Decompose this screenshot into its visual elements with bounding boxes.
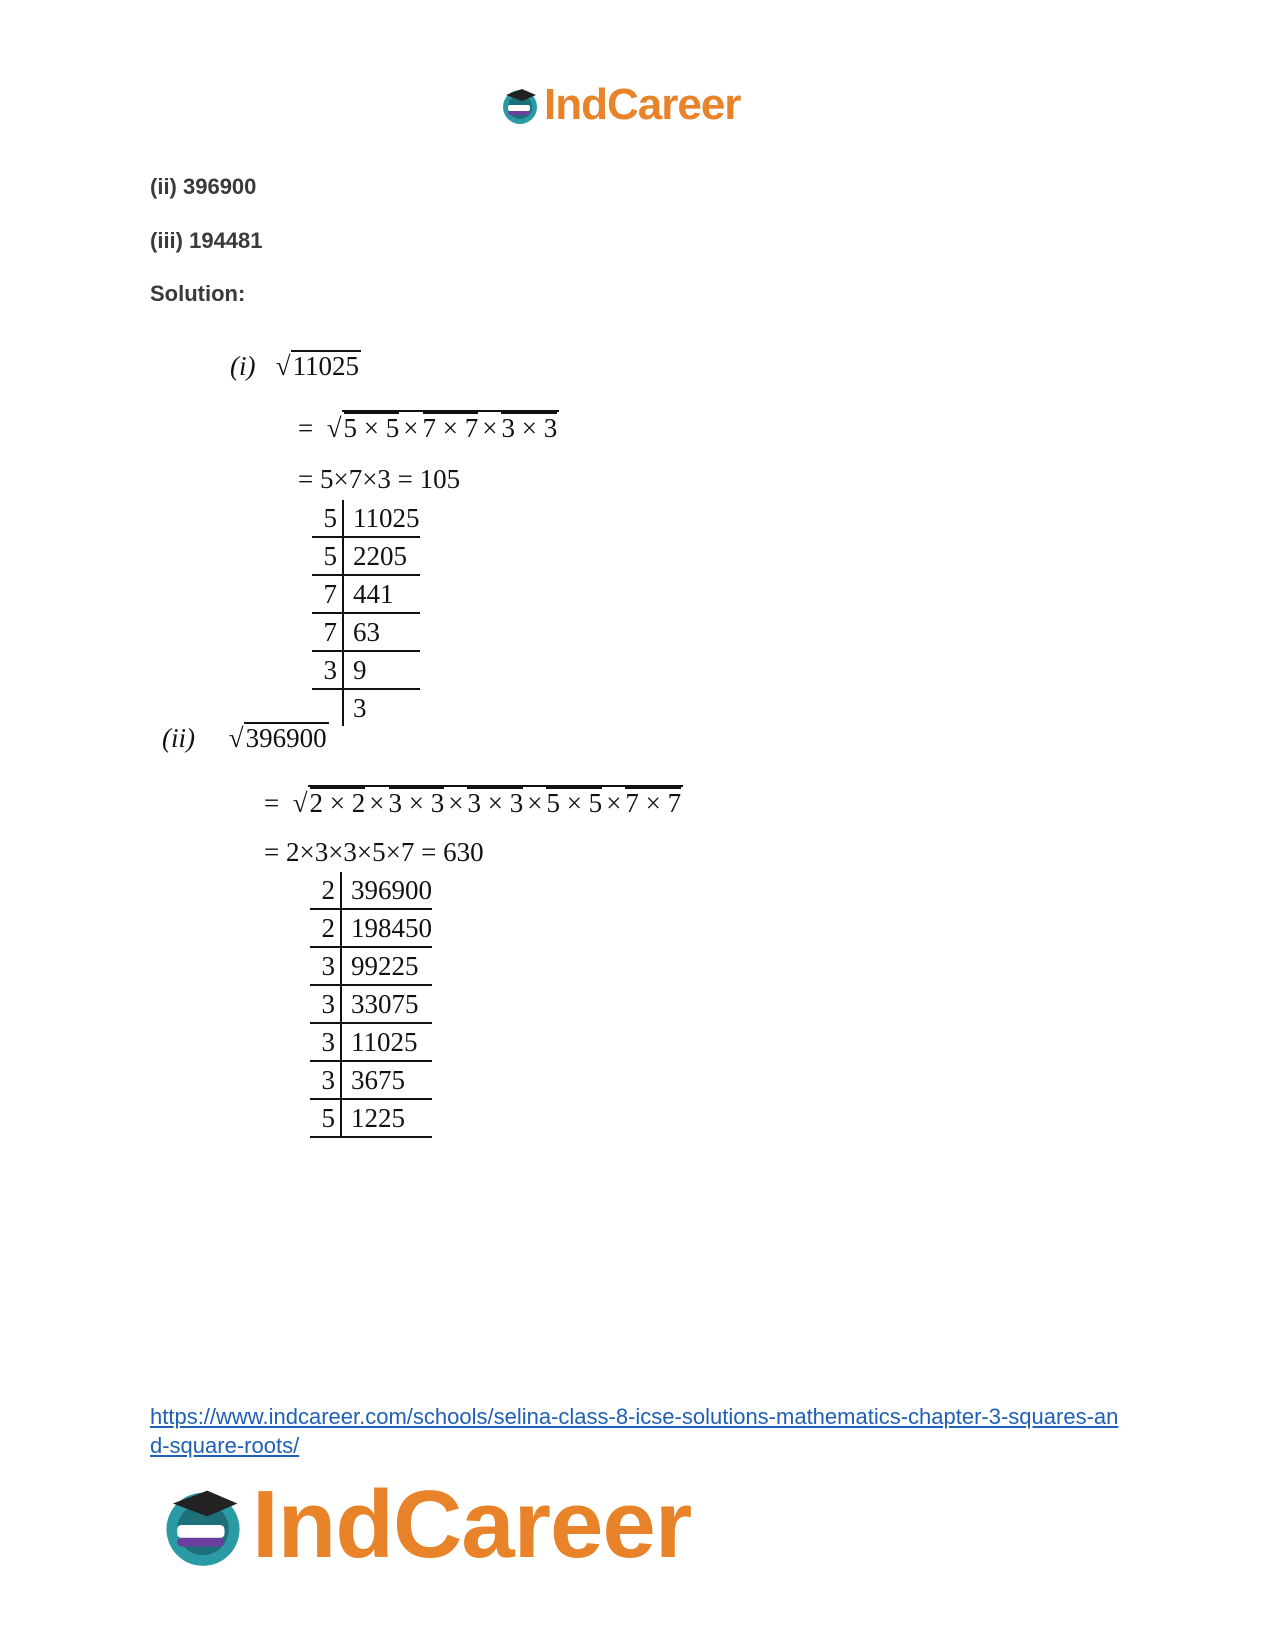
part-ii-heading: (ii) √396900 xyxy=(162,723,327,753)
logo-text: IndCareer xyxy=(252,1471,692,1578)
logo-text: IndCareer xyxy=(544,80,741,129)
division-row: 5 2205 xyxy=(312,538,420,576)
factor-pair: 3 × 3 xyxy=(388,788,445,818)
graduation-globe-icon xyxy=(160,1482,246,1568)
part-i-heading: (i) √11025 xyxy=(230,351,360,381)
factor-pair: 5 × 5 xyxy=(343,413,400,443)
factor-pair: 3 × 3 xyxy=(501,413,558,443)
factor-pair: 2 × 2 xyxy=(309,788,366,818)
part-i-result: = 5×7×3 = 105 xyxy=(298,464,461,494)
division-row: 3 9 xyxy=(312,652,420,690)
part-i-division-table xyxy=(312,500,420,726)
graduation-globe-icon xyxy=(500,85,540,125)
part-ii-division-table xyxy=(310,872,432,1138)
division-row: 7 441 xyxy=(312,576,420,614)
division-row: 7 63 xyxy=(312,614,420,652)
factor-pair: 7 × 7 xyxy=(625,788,682,818)
division-row: 3 33075 xyxy=(310,986,432,1024)
division-row: 2 198450 xyxy=(310,910,432,948)
factor-pair: 7 × 7 xyxy=(422,413,479,443)
question-iii: (iii) 194481 xyxy=(150,228,263,253)
question-ii: (ii) 396900 xyxy=(150,174,257,199)
part-ii-label: (ii) xyxy=(162,723,195,753)
header-logo xyxy=(500,80,740,130)
division-row: 2 396900 xyxy=(310,872,432,910)
part-ii-radicand: 396900 xyxy=(245,723,327,753)
solution-label: Solution: xyxy=(150,281,246,306)
division-row: 5 1225 xyxy=(310,1100,432,1138)
division-row: 3 xyxy=(312,690,420,726)
footer-logo xyxy=(160,1470,691,1580)
division-row: 3 11025 xyxy=(310,1024,432,1062)
part-i-radicand: 11025 xyxy=(292,351,360,381)
part-i-expansion-radicand: 5 × 5 × 7 × 7 × 3 × 3 xyxy=(342,410,560,442)
factor-pair: 5 × 5 xyxy=(546,788,603,818)
division-row: 3 3675 xyxy=(310,1062,432,1100)
part-ii-expansion: = √2 × 2 × 3 × 3 × 3 × 3 × 5 × 5 × 7 × 7 xyxy=(264,785,683,819)
part-i-label: (i) xyxy=(230,351,256,381)
division-row: 3 99225 xyxy=(310,948,432,986)
source-url-link[interactable]: https://www.indcareer.com/schools/selina-class-8-icse-solutions-mathematics-chapter-3-squares-and-square-roots/ xyxy=(150,1404,1119,1458)
part-ii-result: = 2×3×3×5×7 = 630 xyxy=(264,837,484,867)
part-i-expansion: = √5 × 5 × 7 × 7 × 3 × 3 xyxy=(298,410,559,444)
division-row: 5 11025 xyxy=(312,500,420,538)
part-ii-expansion-radicand: 2 × 2 × 3 × 3 × 3 × 3 × 5 × 5 × 7 × 7 xyxy=(308,785,684,817)
factor-pair: 3 × 3 xyxy=(467,788,524,818)
